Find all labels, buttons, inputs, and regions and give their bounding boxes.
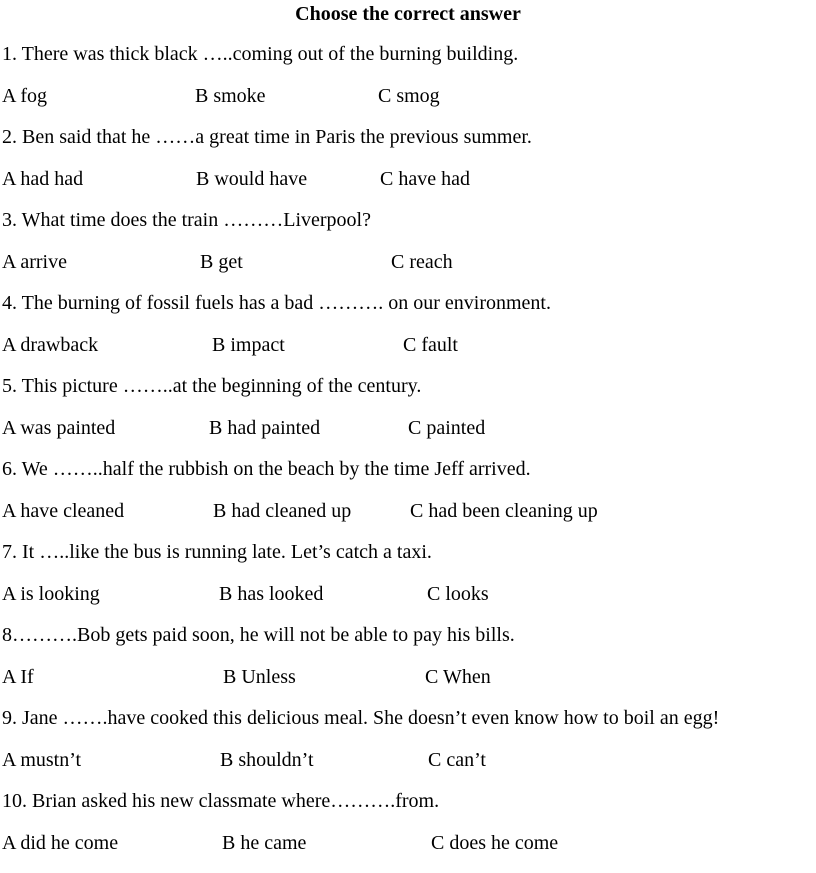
question-3-option-a: A arrive [2, 251, 67, 273]
question-8-option-b: B Unless [223, 666, 296, 688]
question-1-option-c: C smog [378, 85, 440, 107]
question-6-option-c: C had been cleaning up [410, 500, 598, 522]
question-7-option-a: A is looking [2, 583, 100, 605]
question-10-option-b: B he came [222, 832, 307, 854]
question-5-option-b: B had painted [209, 417, 321, 439]
question-2-option-c: C have had [380, 168, 470, 190]
question-7-option-c: C looks [427, 583, 489, 605]
question-4-option-c: C fault [403, 334, 458, 356]
question-9-option-a: A mustn’t [2, 749, 82, 771]
question-1-text: 1. There was thick black …..coming out of the burning building. [2, 43, 519, 65]
question-9-text: 9. Jane …….have cooked this delicious meal. She doesn’t even know how to boil an egg! [2, 707, 720, 729]
question-3-option-b: B get [200, 251, 243, 273]
question-7-text: 7. It …..like the bus is running late. Let’s catch a taxi. [2, 541, 432, 563]
question-8-text: 8……….Bob gets paid soon, he will not be able to pay his bills. [2, 624, 515, 646]
question-9-option-b: B shouldn’t [220, 749, 314, 771]
question-5-text: 5. This picture ……..at the beginning of the century. [2, 375, 422, 397]
question-4-option-b: B impact [212, 334, 285, 356]
question-8-option-c: C When [425, 666, 491, 688]
question-3-text: 3. What time does the train ………Liverpool? [2, 209, 371, 231]
question-2-text: 2. Ben said that he ……a great time in Paris the previous summer. [2, 126, 532, 148]
question-10-option-c: C does he come [431, 832, 559, 854]
question-8-option-a: A If [2, 666, 34, 688]
question-7-option-b: B has looked [219, 583, 324, 605]
question-2-option-b: B would have [196, 168, 308, 190]
question-6-text: 6. We ……..half the rubbish on the beach by the time Jeff arrived. [2, 458, 531, 480]
question-4-text: 4. The burning of fossil fuels has a bad ………. on our environment. [2, 292, 551, 314]
question-1-option-b: B smoke [195, 85, 266, 107]
question-3-option-c: C reach [391, 251, 453, 273]
question-6-option-b: B had cleaned up [213, 500, 352, 522]
question-4-option-a: A drawback [2, 334, 99, 356]
question-5-option-c: C painted [408, 417, 486, 439]
question-1-option-a: A fog [2, 85, 47, 107]
page-title: Choose the correct answer [295, 3, 521, 25]
question-2-option-a: A had had [2, 168, 84, 190]
question-10-text: 10. Brian asked his new classmate where……….from. [2, 790, 440, 812]
question-6-option-a: A have cleaned [2, 500, 125, 522]
question-10-option-a: A did he come [2, 832, 119, 854]
question-9-option-c: C can’t [428, 749, 486, 771]
question-5-option-a: A was painted [2, 417, 116, 439]
